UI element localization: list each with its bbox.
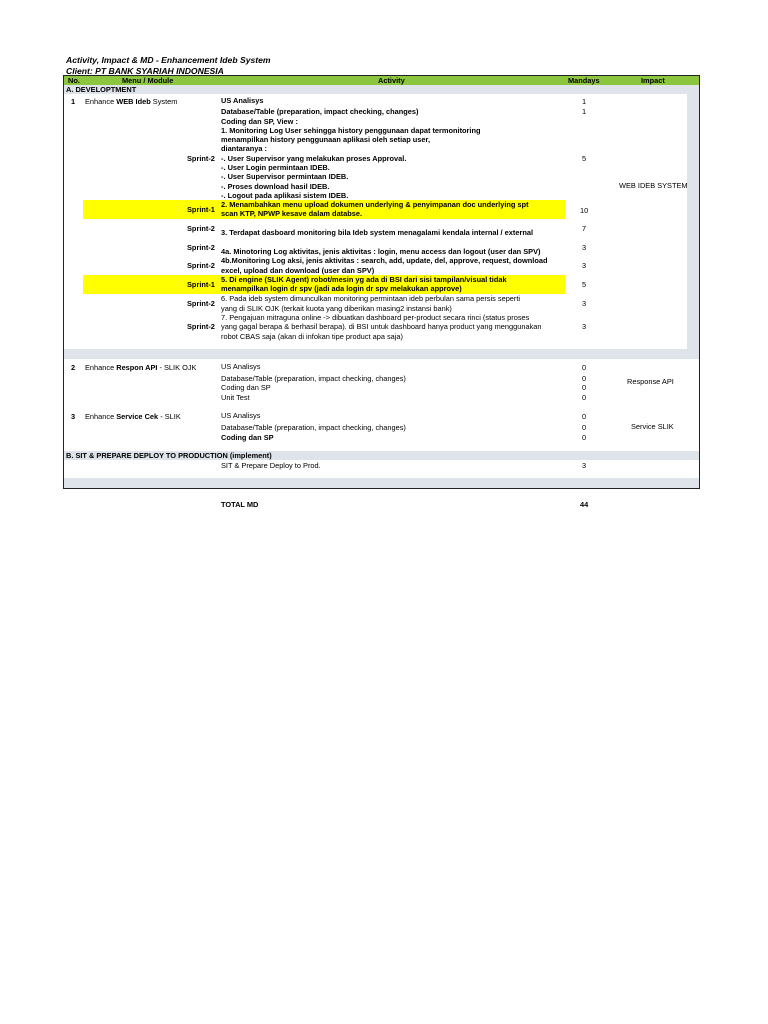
header-impact: Impact	[641, 76, 665, 85]
activity-text: Coding dan SP, View :	[221, 117, 298, 126]
mandays-value: 3	[582, 322, 587, 331]
item-number: 1	[71, 97, 76, 106]
activity-text: robot CBAS saja (akan di infokan tipe product apa saja)	[221, 332, 403, 341]
impact-label: Response API	[627, 377, 674, 386]
mandays-value: 0	[582, 363, 587, 372]
sprint-label: Sprint-2	[187, 261, 215, 270]
activity-text: Coding dan SP	[221, 383, 271, 392]
section-a-title: A. DEVELOPTMENT	[66, 85, 137, 94]
mandays-value: 5	[582, 280, 587, 289]
activity-text: menampilkan login dr spv (jadi ada login dr spv melakukan approve)	[221, 284, 462, 293]
activity-text: scan KTP, NPWP kesave dalam databse.	[221, 209, 363, 218]
mandays-value: 0	[582, 393, 587, 402]
sprint-label: Sprint-1	[187, 205, 215, 214]
activity-text: Unit Test	[221, 393, 250, 402]
activity-text: -. Proses download hasil IDEB.	[221, 182, 330, 191]
activity-text: 3. Terdapat dasboard monitoring bila Ideb system menagalami kendala internal / external	[221, 228, 534, 237]
activity-text: Coding dan SP	[221, 433, 274, 442]
activity-text: SIT & Prepare Deploy to Prod.	[221, 461, 321, 470]
sprint-label: Sprint-2	[187, 299, 215, 308]
mandays-value: 7	[582, 224, 587, 233]
activity-text: Database/Table (preparation, impact checking, changes)	[221, 374, 406, 383]
mandays-value: 1	[582, 107, 587, 116]
shaded-margin	[687, 94, 699, 349]
activity-text: US Analisys	[221, 411, 261, 420]
menu-module: Enhance Service Cek - SLIK	[85, 412, 181, 421]
activity-text: 4a. Minotoring Log aktivitas, jenis aktivitas : login, menu access dan logout (user dan SPV)	[221, 247, 541, 256]
activity-text: 1. Monitoring Log User sehingga history penggunaan dapat termonitoring	[221, 126, 481, 135]
mandays-value: 0	[582, 433, 587, 442]
total-label: TOTAL MD	[221, 500, 259, 509]
activity-text: 7. Pengajuan mitraguna online -> dibuatkan dashboard per-product secara rinci (status proses	[221, 313, 530, 322]
activity-text: diantaranya :	[221, 144, 268, 153]
activity-text: US Analisys	[221, 96, 264, 105]
mandays-value: 5	[582, 154, 587, 163]
header-mandays: Mandays	[568, 76, 600, 85]
total-value: 44	[580, 500, 589, 509]
impact-label: WEB IDEB SYSTEM	[619, 181, 688, 190]
menu-module: Enhance Respon API - SLIK OJK	[85, 363, 197, 372]
header-no: No.	[68, 76, 80, 85]
mandays-value: 3	[582, 299, 587, 308]
activity-text: US Analisys	[221, 362, 261, 371]
activity-text: menampilkan history penggunaan aplikasi oleh setiap user,	[221, 135, 431, 144]
activity-text: yang di SLIK OJK (terkait kuota yang diberikan masing2 instansi bank)	[221, 304, 452, 313]
activity-text: 4b.Monitoring Log aksi, jenis aktivitas : search, add, update, del, approve, request, download	[221, 256, 548, 265]
mandays-value: 0	[582, 412, 587, 421]
activity-text: excel, upload dan download (user dan SPV)	[221, 266, 375, 275]
mandays-value: 10	[580, 206, 589, 215]
header-activity: Activity	[378, 76, 405, 85]
activity-text: -. User Login permintaan IDEB.	[221, 163, 330, 172]
sprint-label: Sprint-1	[187, 280, 215, 289]
section-a-band	[64, 85, 699, 94]
separator-band	[64, 349, 699, 359]
mandays-value: 3	[582, 461, 587, 470]
bottom-band	[64, 478, 699, 488]
mandays-value: 0	[582, 423, 587, 432]
activity-text: 5. Di engine (SLIK Agent) robot/mesin yg ada di BSI dari sisi tampilan/visual tidak	[221, 275, 507, 284]
item-number: 3	[71, 412, 76, 421]
activity-text: -. Logout pada aplikasi sistem IDEB.	[221, 191, 349, 200]
activity-text: -. User Supervisor yang melakukan proses Approval.	[221, 154, 407, 163]
mandays-value: 1	[582, 97, 587, 106]
impact-label: Service SLIK	[631, 422, 674, 431]
mandays-value: 3	[582, 261, 587, 270]
document-title: Activity, Impact & MD - Enhancement Ideb System	[66, 55, 271, 65]
item-number: 2	[71, 363, 76, 372]
header-menu: Menu / Module	[122, 76, 174, 85]
sprint-label: Sprint-2	[187, 154, 215, 163]
activity-text: yang gagal berapa & berhasil berapa). di BSI untuk dashboard hanya product yang menggunakan	[221, 322, 542, 331]
activity-text: 2. Menambahkan menu upload dokumen underlying & penyimpanan doc underlying spt	[221, 200, 529, 209]
sprint-label: Sprint-2	[187, 243, 215, 252]
mandays-value: 0	[582, 383, 587, 392]
mandays-value: 3	[582, 243, 587, 252]
activity-text: Database/Table (preparation, impact checking, changes)	[221, 423, 406, 432]
client-name: Client: PT BANK SYARIAH INDONESIA	[66, 66, 224, 76]
section-b-title: B. SIT & PREPARE DEPLOY TO PRODUCTION (implement)	[66, 451, 272, 460]
mandays-value: 0	[582, 374, 587, 383]
activity-text: 6. Pada ideb system dimunculkan monitoring permintaan ideb perbulan sama persis seperti	[221, 294, 521, 303]
activity-text: Database/Table (preparation, impact checking, changes)	[221, 107, 419, 116]
menu-module: Enhance WEB Ideb System	[85, 97, 178, 106]
sprint-label: Sprint-2	[187, 322, 215, 331]
activity-text: -. User Supervisor permintaan IDEB.	[221, 172, 349, 181]
sprint-label: Sprint-2	[187, 224, 215, 233]
